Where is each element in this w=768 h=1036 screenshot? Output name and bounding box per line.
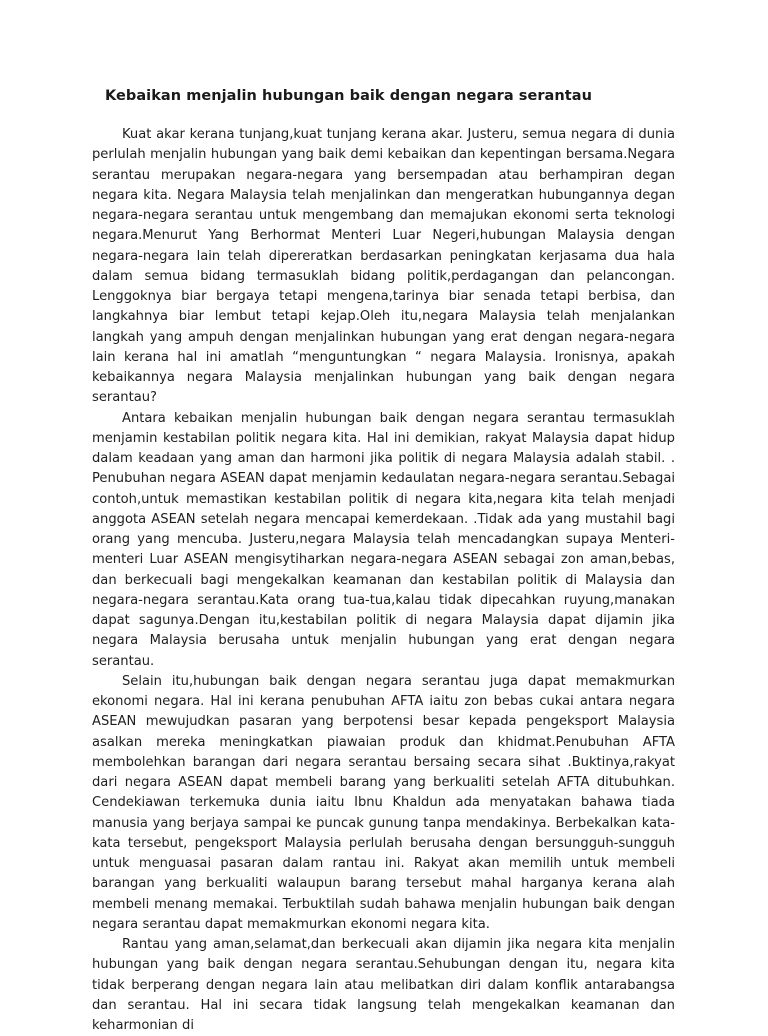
- paragraph-introduction: Kuat akar kerana tunjang,kuat tunjang kerana akar. Justeru, semua negara di dunia perlulah menjalin hubungan yang baik demi kebaikan dan kepentingan bersama.Negara serantau merupakan negara-negara yang bersempadan atau berhampiran degan negara kita. Negara Malaysia telah menjalinkan dan mengeratkan hubungannya degan negara-negara serantau untuk mengembang dan memajukan ekonomi serta teknologi negara.Menurut Yang Berhormat Menteri Luar Negeri,hubungan Malaysia dengan negara-negara lain telah dipereratkan berdasarkan peningkatan kerjasama dua hala dalam semua bidang termasuklah bidang politik,perdagangan dan pelancongan. Lenggoknya biar bergaya tetapi mengena,tarinya biar senada tetapi berbisa, dan langkahnya biar lembut tetapi kejap.Oleh itu,negara Malaysia telah menjalankan langkah yang ampuh dengan menjalinkan hubungan yang erat dengan negara-negara lain kerana hal ini amatlah “menguntungkan “ negara Malaysia. Ironisnya, apakah kebaikannya negara Malaysia menjalinkan hubungan yang baik dengan negara serantau?: [92, 127, 675, 406]
- paragraph-political-stability: Antara kebaikan menjalin hubungan baik dengan negara serantau termasuklah menjamin kestabilan politik negara kita. Hal ini demikian, rakyat Malaysia dapat hidup dalam keadaan yang aman dan harmoni jika politik di negara Malaysia adalah stabil. . Penubuhan negara ASEAN dapat menjamin kedaulatan negara-negara serantau.Sebagai contoh,untuk memastikan kestabilan politik di negara kita,negara kita telah menjadi anggota ASEAN setelah negara mencapai kemerdekaan. .Tidak ada yang mustahil bagi orang yang mencuba. Justeru,negara Malaysia telah mencadangkan supaya Menteri-menteri Luar ASEAN mengisytiharkan negara-negara ASEAN sebagai zon aman,bebas, dan berkecuali bagi mengekalkan keamanan dan kestabilan politik di Malaysia dan negara-negara serantau.Kata orang tua-tua,kalau tidak dipecahkan ruyung,manakan dapat sagunya.Dengan itu,kestabilan politik di negara Malaysia dapat dijamin jika negara Malaysia berusaha untuk menjalin hubungan yang erat dengan negara serantau.: [92, 410, 675, 669]
- document-title: Kebaikan menjalin hubungan baik dengan negara serantau: [105, 88, 592, 104]
- document-body: [92, 125, 675, 1036]
- paragraph-regional-peace: Rantau yang aman,selamat,dan berkecuali akan dijamin jika negara kita menjalin hubungan yang baik dengan negara serantau.Sehubungan dengan itu, negara kita tidak berperang dengan negara lain atau melibatkan diri dalam konflik antarabangsa dan serantau. Hal ini secara tidak langsung telah mengekalkan keamanan dan keharmonian di: [92, 937, 675, 1033]
- paragraph-economic-prosperity: Selain itu,hubungan baik dengan negara serantau juga dapat memakmurkan ekonomi negara. Hal ini kerana penubuhan AFTA iaitu zon bebas cukai antara negara ASEAN mewujudkan pasaran yang berpotensi besar kepada pengeksport Malaysia asalkan mereka meningkatkan piawaian produk dan khidmat.Penubuhan AFTA membolehkan barangan dari negara serantau bersaing secara sihat .Buktinya,rakyat dari negara ASEAN dapat membeli barang yang berkualiti setelah AFTA ditubuhkan. Cendekiawan terkemuka dunia iaitu Ibnu Khaldun ada menyatakan bahawa tiada manusia yang berjaya sampai ke puncak gunung tanpa mendakinya. Berbekalkan kata-kata tersebut, pengeksport Malaysia perlulah berusaha dengan bersungguh-sungguh untuk menguasai pasaran dalam rantau ini. Rakyat akan memilih untuk membeli barangan yang berkualiti walaupun barang tersebut mahal harganya kerana alah membeli menang memakai. Terbuktilah sudah bahawa menjalin hubungan baik dengan negara serantau dapat memakmurkan ekonomi negara kita.: [92, 673, 675, 932]
